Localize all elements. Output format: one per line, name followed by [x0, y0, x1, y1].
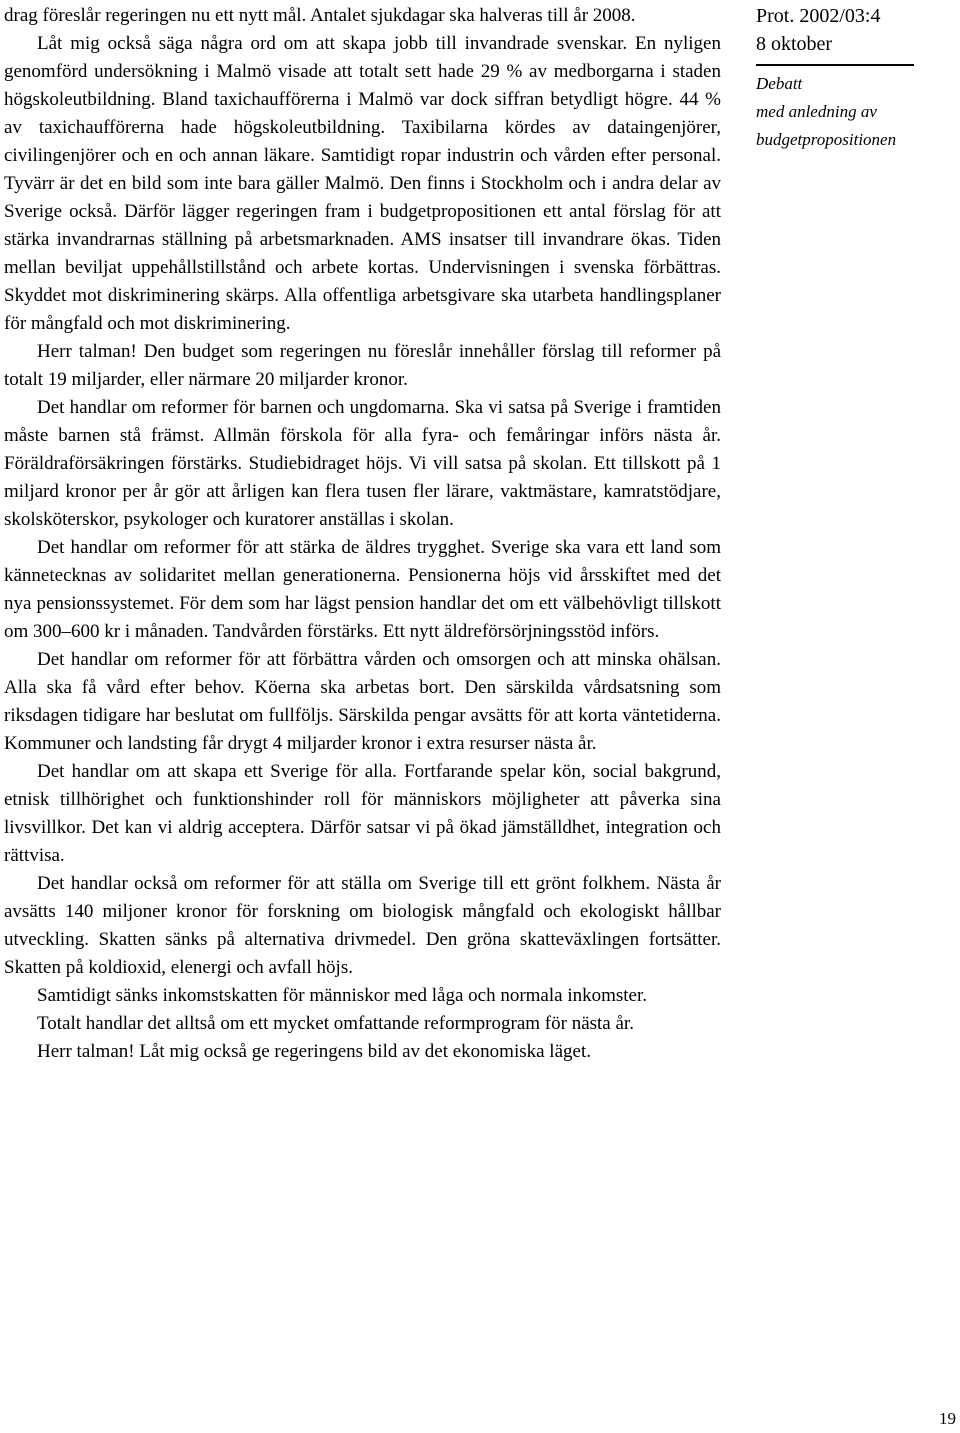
section-label: Debatt [756, 74, 803, 93]
sidebar-divider [756, 64, 914, 66]
protocol-date: 8 oktober [756, 33, 833, 55]
paragraph: Det handlar om reformer för att stärka de äldres trygghet. Sverige ska vara ett land som kännetecknas av solidaritet mellan generationerna. Pensionerna höjs vid årsskiftet med det nya pensionssystemet. För dem som har lägst pension handlar det om ett välbehövligt tillskott om 300–600 kr i månaden. Tandvården förstärks. Ett nytt äldreförsörjningsstöd införs. [4, 537, 721, 642]
paragraph: Det handlar också om reformer för att ställa om Sverige till ett grönt folkhem. Nästa år avsätts 140 miljoner kronor för forskning om biologisk mångfald och ekologiskt hållbar utveckling. Skatten sänks på alternativa drivmedel. Den gröna skatteväxlingen fortsätter. Skatten på koldioxid, elenergi och avfall höjs. [4, 873, 721, 978]
paragraph: Herr talman! Den budget som regeringen nu föreslår innehåller förslag till reformer på totalt 19 miljarder, eller närmare 20 miljarder kronor. [4, 341, 721, 390]
page-number: 19 [939, 1409, 956, 1428]
paragraph: Det handlar om att skapa ett Sverige för alla. Fortfarande spelar kön, social bakgrund, etnisk tillhörighet och funktionshinder roll för människors möjligheter att påverka sina livsvillkor. Det kan vi aldrig acceptera. Därför satsar vi på ökad jämställdhet, integration och rättvisa. [4, 761, 721, 866]
main-text-column [4, 2, 721, 1066]
paragraph: Totalt handlar det alltså om ett mycket omfattande reformprogram för nästa år. [37, 1013, 634, 1034]
paragraph: Det handlar om reformer för barnen och ungdomarna. Ska vi satsa på Sverige i framtiden måste barnen stå främst. Allmän förskola för alla fyra- och femåringar införs nästa år. Föräldraförsäkringen förstärks. Studiebidraget höjs. Vi vill satsa på skolan. Ett tillskott på 1 miljard kronor per år gör att årligen kan flera tusen fler lärare, vaktmästare, kamratstödjare, skolsköterskor, psykologer och kuratorer anställas i skolan. [4, 397, 721, 530]
subsection-line-2: budgetpropositionen [756, 130, 897, 149]
subsection-line-1: med anledning av [756, 102, 877, 121]
protocol-number: Prot. 2002/03:4 [756, 5, 881, 27]
paragraph: Herr talman! Låt mig också ge regeringens bild av det ekonomiska läget. [37, 1041, 591, 1062]
paragraph: drag föreslår regeringen nu ett nytt mål. Antalet sjukdagar ska halveras till år 2008. [4, 5, 636, 26]
margin-sidebar [756, 2, 956, 154]
paragraph: Låt mig också säga några ord om att skapa jobb till invandrade svenskar. En nyligen genomförd undersökning i Malmö visade att totalt sett hade 29 % av medborgarna i staden högskoleutbildning. Bland taxichaufförerna i Malmö var dock siffran betydligt högre. 44 % av taxichaufförerna hade högskoleutbildning. Taxibilarna kördes av dataingenjörer, civilingenjörer och en och annan läkare. Samtidigt ropar industrin och vården efter personal. Tyvärr är det en bild som inte bara gäller Malmö. Den finns i Stockholm och i andra delar av Sverige också. Därför lägger regeringen fram i budgetpropositionen ett antal förslag för att stärka invandrarnas ställning på arbetsmarknaden. AMS insatser till invandrare ökas. Tiden mellan beviljat uppehållstillstånd och arbete kortas. Undervisningen i svenska förbättras. Skyddet mot diskriminering skärps. Alla offentliga arbetsgivare ska utarbeta handlingsplaner för mångfald och mot diskriminering. [4, 33, 721, 334]
paragraph: Samtidigt sänks inkomstskatten för människor med låga och normala inkomster. [37, 985, 648, 1006]
paragraph: Det handlar om reformer för att förbättra vården och omsorgen och att minska ohälsan. Alla ska få vård efter behov. Köerna ska arbetas bort. Den särskilda vårdsatsning som riksdagen tidigare har beslutat om fullföljs. Särskilda pengar avsätts för att korta väntetiderna. Kommuner och landsting får drygt 4 miljarder kronor i extra resurser nästa år. [4, 649, 721, 754]
